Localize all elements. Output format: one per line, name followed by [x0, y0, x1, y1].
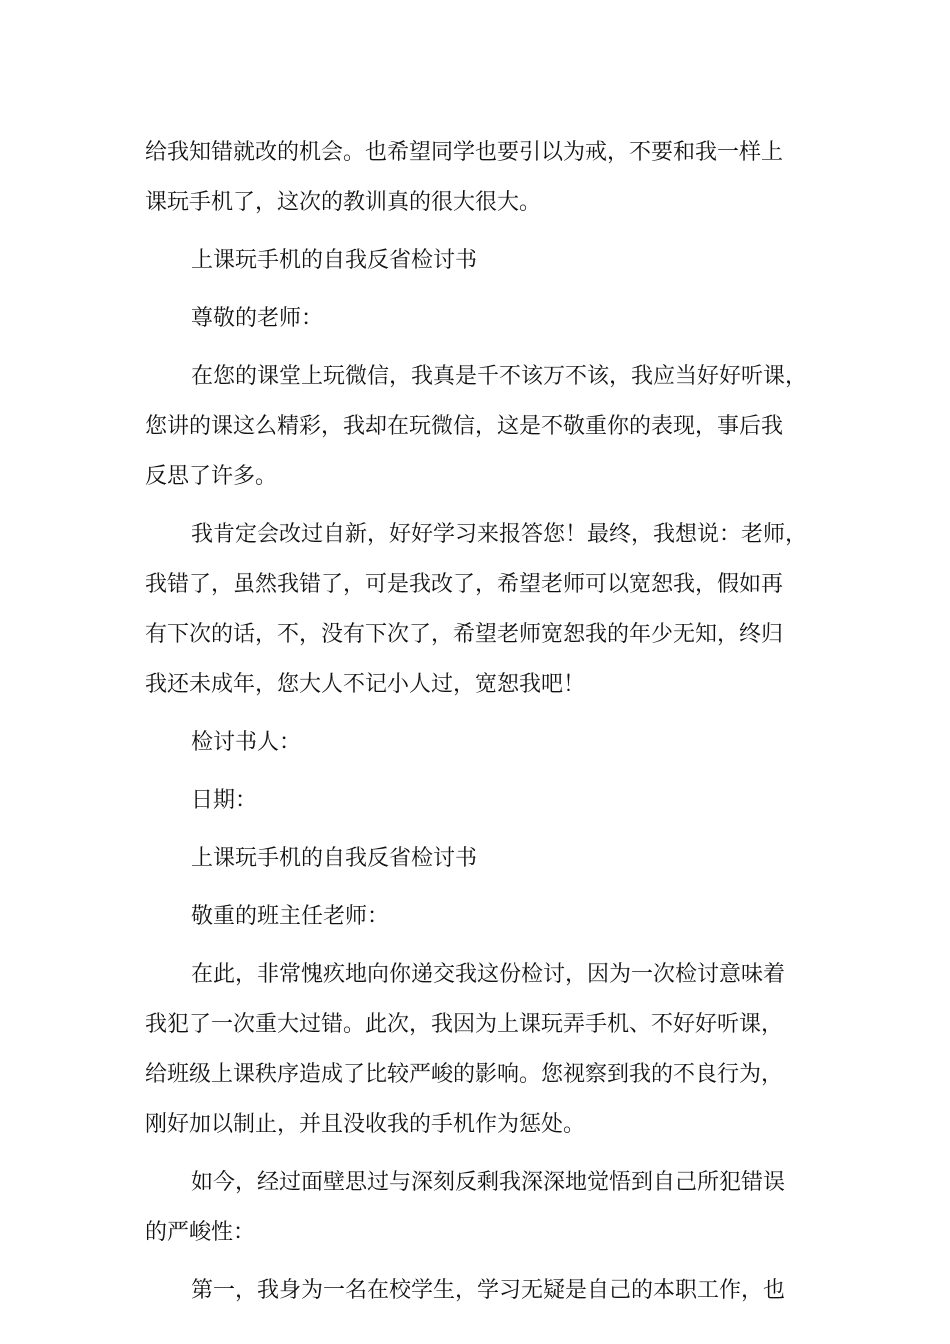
- salutation: [145, 294, 810, 344]
- text-line: 给我知错就改的机会。也希望同学也要引以为戒，不要和我一样上: [145, 140, 784, 165]
- text-line: 的严峻性：: [145, 1220, 256, 1245]
- section-title: [145, 236, 810, 286]
- text-line: 您讲的课这么精彩，我却在玩微信，这是不敬重你的表现，事后我: [145, 414, 784, 439]
- text-line: 上课玩手机的自我反省检讨书: [191, 846, 478, 871]
- paragraph: [145, 510, 810, 710]
- text-line: 我肯定会改过自新，好好学习来报答您！最终，我想说：老师，: [191, 522, 808, 547]
- date-label: [145, 776, 810, 826]
- text-line: 反思了许多。: [145, 464, 278, 489]
- text-line: 日期：: [191, 788, 258, 813]
- paragraph: [145, 352, 810, 502]
- section-title: [145, 834, 810, 884]
- document-body: [145, 128, 810, 1316]
- paragraph: [145, 1158, 810, 1258]
- text-line: 给班级上课秩序造成了比较严峻的影响。您视察到我的不良行为，: [145, 1062, 784, 1087]
- signature-label: [145, 718, 810, 768]
- text-line: 在此，非常愧疚地向你递交我这份检讨，因为一次检讨意味着: [191, 962, 786, 987]
- text-line: 我还未成年，您大人不记小人过，宽恕我吧！: [145, 672, 586, 697]
- text-line: 我犯了一次重大过错。此次，我因为上课玩弄手机、不好好听课，: [145, 1012, 784, 1037]
- text-line: 在您的课堂上玩微信，我真是千不该万不该，我应当好好听课，: [191, 364, 808, 389]
- text-line: 我错了，虽然我错了，可是我改了，希望老师可以宽恕我，假如再: [145, 572, 784, 597]
- text-line: 上课玩手机的自我反省检讨书: [191, 248, 478, 273]
- text-line: 第一，我身为一名在校学生，学习无疑是自己的本职工作，也: [191, 1278, 786, 1303]
- paragraph: [145, 128, 810, 228]
- text-line: 刚好加以制止，并且没收我的手机作为惩处。: [145, 1112, 586, 1137]
- salutation: [145, 892, 810, 942]
- text-line: 尊敬的老师：: [191, 306, 324, 331]
- text-line: 课玩手机了，这次的教训真的很大很大。: [145, 190, 542, 215]
- text-line: 有下次的话，不，没有下次了，希望老师宽恕我的年少无知，终归: [145, 622, 784, 647]
- text-line: 检讨书人：: [191, 730, 302, 755]
- text-line: 如今，经过面壁思过与深刻反剩我深深地觉悟到自己所犯错误: [191, 1170, 786, 1195]
- paragraph: [145, 1266, 810, 1316]
- paragraph: [145, 950, 810, 1150]
- text-line: 敬重的班主任老师：: [191, 904, 390, 929]
